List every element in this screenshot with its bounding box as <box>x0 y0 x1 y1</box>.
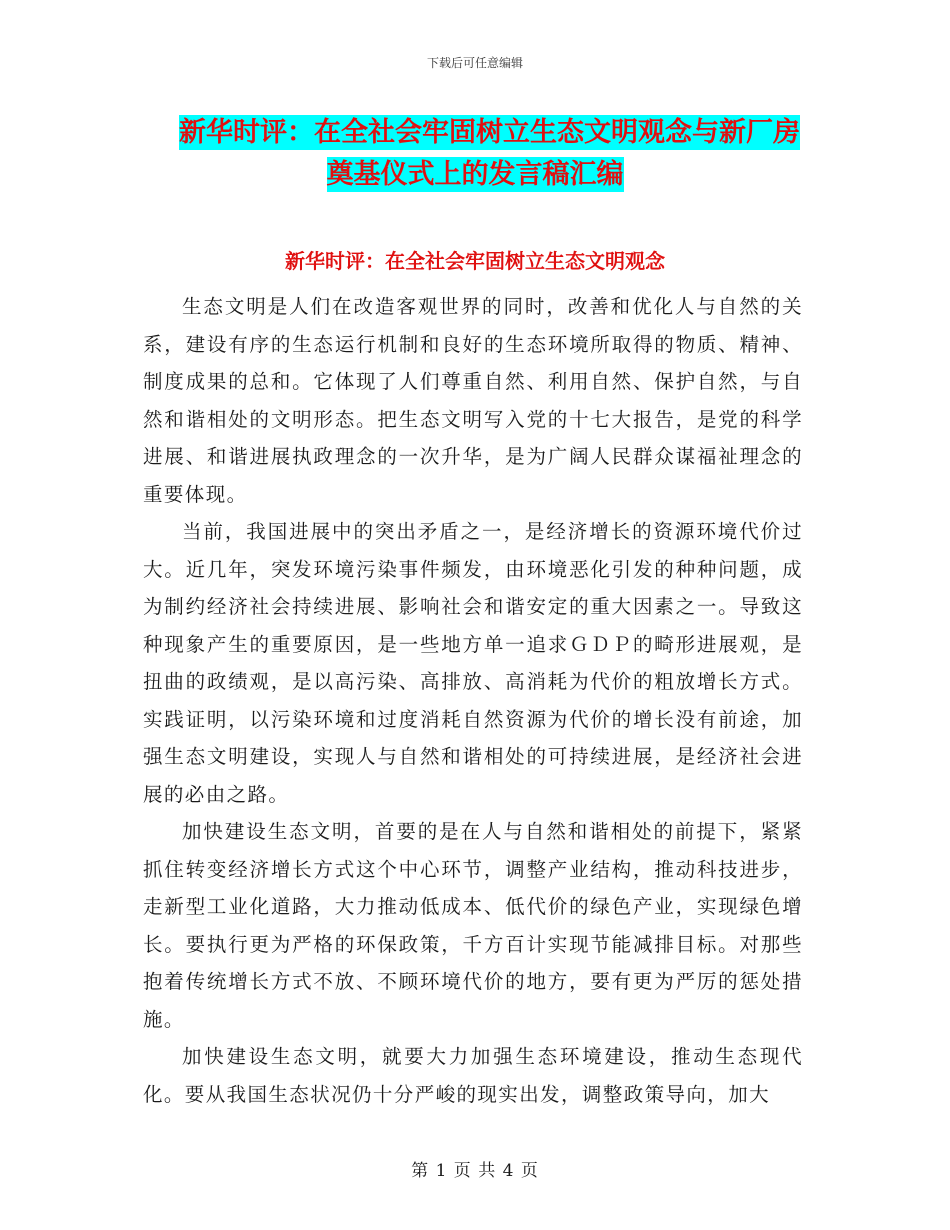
article-body <box>143 288 803 1113</box>
page-footer: 第 1 页 共 4 页 <box>411 1161 539 1181</box>
title-line-1-text: 新华时评：在全社会牢固树立生态文明观念与新厂房 <box>179 117 800 148</box>
paragraph-4: 加快建设生态文明，就要大力加强生态环境建设，推动生态现代化。要从我国生态状况仍十分严峻的现实出发，调整政策导向，加大 <box>143 1045 803 1106</box>
section-subtitle: 新华时评：在全社会牢固树立生态文明观念 <box>285 249 665 273</box>
title-line-2-text: 奠基仪式上的发言稿汇编 <box>326 159 624 190</box>
paragraph-2: 当前，我国进展中的突出矛盾之一，是经济增长的资源环境代价过大。近几年，突发环境污染事件频发，由环境恶化引发的种种问题，成为制约经济社会持续进展、影响社会和谐安定的重大因素之一。导致这种现象产生的重要原因，是一些地方单一追求ＧＤＰ的畸形进展观，是扭曲的政绩观，是以高污染、高排放、高消耗为代价的粗放增长方式。实践证明，以污染环境和过度消耗自然资源为代价的增长没有前途，加强生态文明建设，实现人与自然和谐相处的可持续进展，是经济社会进展的必由之路。 <box>143 520 803 806</box>
paragraph-1: 生态文明是人们在改造客观世界的同时，改善和优化人与自然的关系，建设有序的生态运行机制和良好的生态环境所取得的物质、精神、制度成果的总和。它体现了人们尊重自然、利用自然、保护自然，与自然和谐相处的文明形态。把生态文明写入党的十七大报告，是党的科学进展、和谐进展执政理念的一次升华，是为广阔人民群众谋福祉理念的重要体现。 <box>143 295 803 506</box>
paragraph-3: 加快建设生态文明，首要的是在人与自然和谐相处的前提下，紧紧抓住转变经济增长方式这个中心环节，调整产业结构，推动科技进步，走新型工业化道路，大力推动低成本、低代价的绿色产业，实现绿色增长。要执行更为严格的环保政策，千方百计实现节能减排目标。对那些抱着传统增长方式不放、不顾环境代价的地方，要有更为严厉的惩处措施。 <box>143 820 803 1031</box>
header-note: 下载后可任意编辑 <box>426 56 523 70</box>
document-title-line-2 <box>150 150 800 200</box>
